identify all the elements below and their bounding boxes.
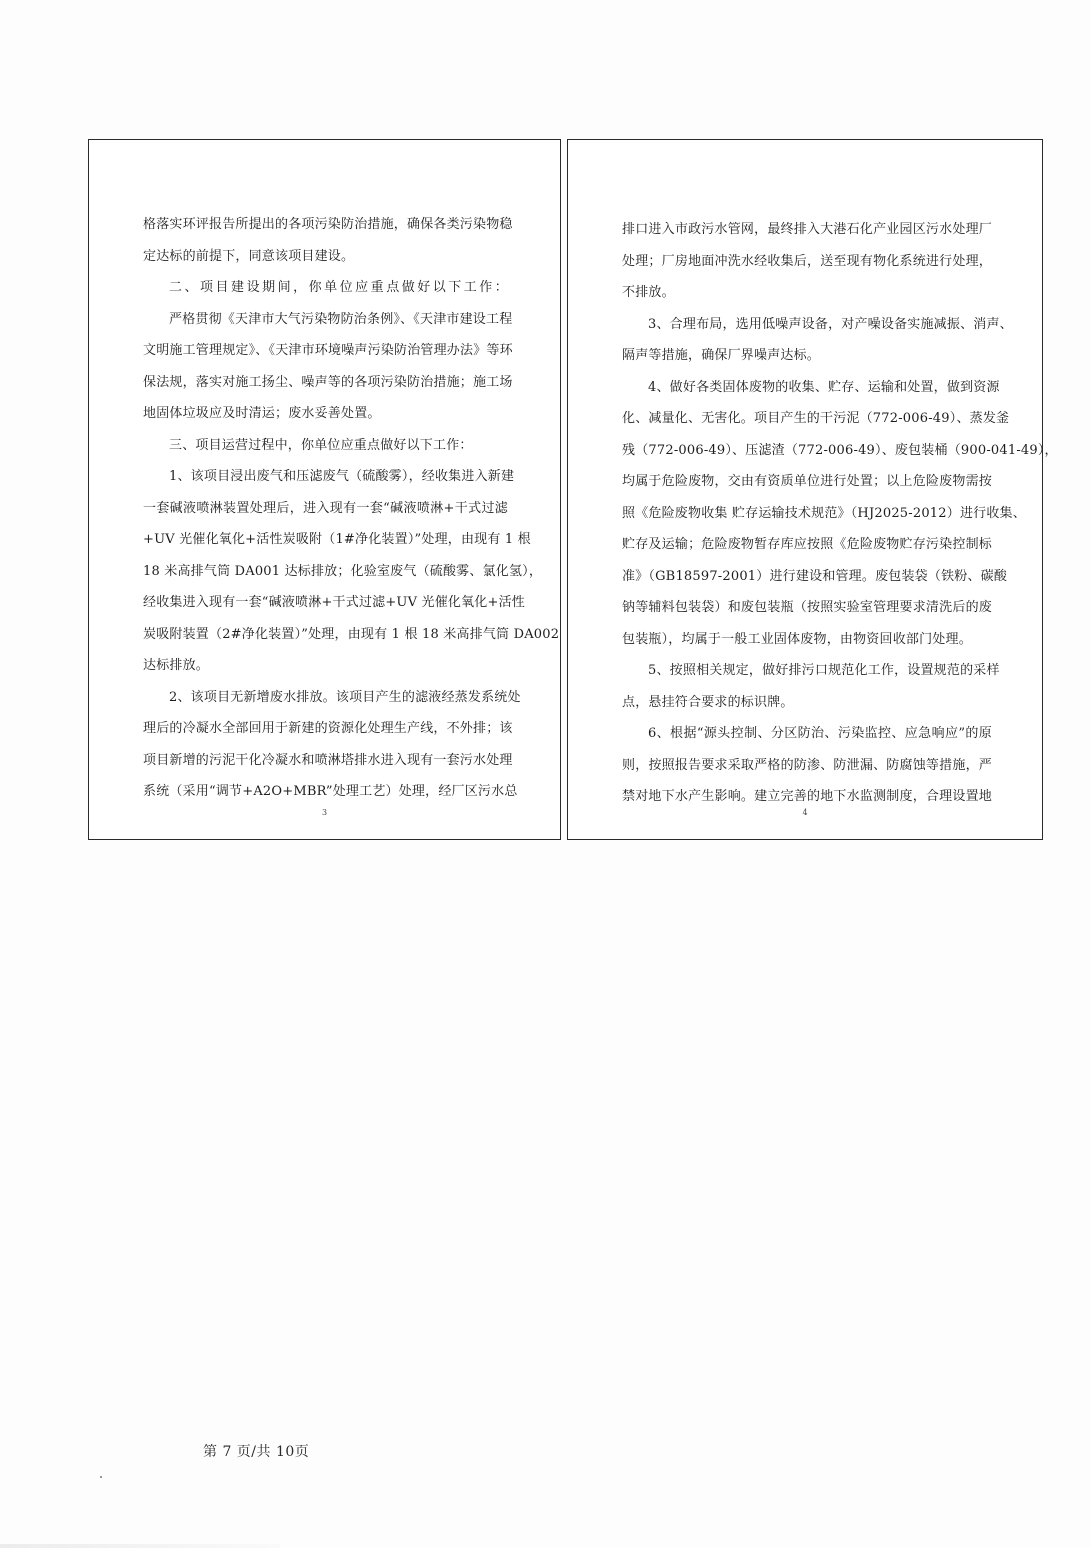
text-line: 化、减量化、无害化。项目产生的干污泥（772-006-49）、蒸发釜: [622, 411, 1010, 426]
text-line: 准》（GB18597-2001）进行建设和管理。废包装袋（铁粉、碳酸: [622, 568, 1008, 584]
text-line: 二、项目建设期间，你单位应重点做好以下工作：: [169, 280, 508, 295]
text-line: 4、做好各类固体废物的收集、贮存、运输和处置，做到资源: [648, 379, 1000, 395]
left-page-panel: [88, 139, 561, 840]
text-line: 地固体垃圾应及时清运；废水妥善处置。: [143, 406, 381, 421]
text-line: 3、合理布局，选用低噪声设备，对产噪设备实施减振、消声、: [648, 316, 1013, 332]
text-line: 一套碱液喷淋装置处理后，进入现有一套“碱液喷淋+干式过滤: [143, 500, 508, 516]
text-line: 5、按照相关规定，做好排污口规范化工作，设置规范的采样: [648, 663, 1000, 678]
text-line: 排口进入市政污水管网，最终排入大港石化产业园区污水处理厂: [622, 222, 992, 237]
text-line: 6、根据“源头控制、分区防治、污染监控、应急响应”的原: [648, 726, 992, 741]
text-line: 定达标的前提下，同意该项目建设。: [143, 248, 355, 264]
text-line: 达标排放。: [143, 658, 210, 673]
right-page-number: 4: [802, 808, 808, 817]
text-line: 包装瓶），均属于一般工业固体废物，由物资回收部门处理。: [622, 631, 972, 647]
text-line: 2、该项目无新增废水排放。该项目产生的滤液经蒸发系统处: [169, 689, 521, 705]
text-line: 贮存及运输；危险废物暂存库应按照《危险废物贮存污染控制标: [622, 537, 992, 552]
text-line: 均属于危险废物，交由有资质单位进行处置；以上危险废物需按: [622, 474, 992, 489]
text-line: 点，悬挂符合要求的标识牌。: [622, 694, 794, 710]
text-line: 残（772-006-49）、压滤渣（772-006-49）、废包装桶（900-041-49），: [622, 442, 1058, 458]
text-line: 照《危险废物收集 贮存运输技术规范》（HJ2025-2012）进行收集、: [622, 505, 1026, 521]
left-page-text: [143, 209, 560, 808]
right-page-text: [622, 214, 1058, 813]
text-line: +UV 光催化氧化+活性炭吸附（1#净化装置）”处理，由现有 1 根: [143, 532, 531, 547]
text-line: 禁对地下水产生影响。建立完善的地下水监测制度，合理设置地: [622, 789, 992, 804]
left-page-number: 3: [321, 808, 328, 817]
text-line: 1、该项目浸出废气和压滤废气（硫酸雾），经收集进入新建: [169, 469, 515, 484]
scan-edge-shadow: [0, 1544, 280, 1548]
text-line: 保法规，落实对施工扬尘、噪声等的各项污染防治措施；施工场: [143, 374, 513, 390]
text-line: 系统（采用“调节+A2O+MBR”处理工艺）处理，经厂区污水总: [143, 784, 518, 799]
text-line: 文明施工管理规定》、《天津市环境噪声污染防治管理办法》等环: [143, 343, 513, 358]
document-page-counter: 第 7 页/共 10页: [203, 1444, 310, 1460]
text-line: 18 米高排气筒 DA001 达标排放；化验室废气（硫酸雾、氯化氢），: [143, 563, 543, 579]
text-line: 钠等辅料包装袋）和废包装瓶（按照实验室管理要求清洗后的废: [622, 600, 992, 615]
text-line: 项目新增的污泥干化冷凝水和喷淋塔排水进入现有一套污水处理: [143, 752, 513, 768]
text-line: 三、项目运营过程中，你单位应重点做好以下工作：: [169, 437, 473, 453]
text-line: 隔声等措施，确保厂界噪声达标。: [622, 348, 821, 363]
right-page-panel: [567, 139, 1058, 840]
scan-speck: [100, 1476, 102, 1478]
text-line: 则，按照报告要求采取严格的防渗、防泄漏、防腐蚀等措施，严: [622, 757, 992, 773]
text-line: 格落实环评报告所提出的各项污染防治措施，确保各类污染物稳: [143, 217, 513, 232]
text-line: 经收集进入现有一套“碱液喷淋+干式过滤+UV 光催化氧化+活性: [143, 595, 526, 610]
text-line: 理后的冷凝水全部回用于新建的资源化处理生产线，不外排；该: [143, 721, 513, 736]
text-line: 不排放。: [622, 285, 675, 300]
text-line: 处理；厂房地面冲洗水经收集后，送至现有物化系统进行处理，: [622, 253, 992, 269]
text-line: 炭吸附装置（2#净化装置）”处理，由现有 1 根 18 米高排气筒 DA002: [143, 626, 560, 642]
text-line: 严格贯彻《天津市大气污染物防治条例》、《天津市建设工程: [169, 311, 513, 327]
